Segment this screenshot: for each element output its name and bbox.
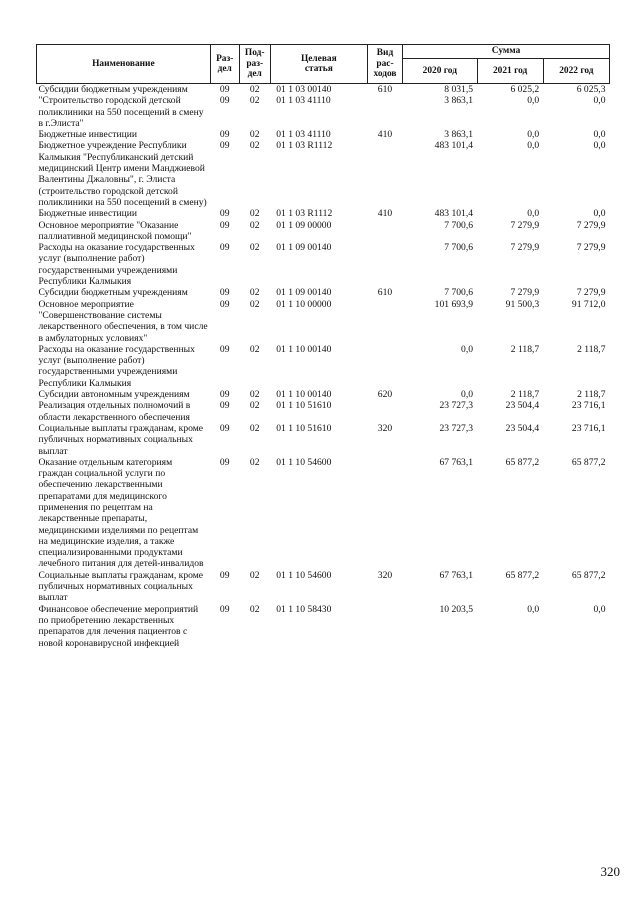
row-razdel: 09 <box>219 422 230 434</box>
row-statya: 01 1 03 R1112 <box>276 208 333 220</box>
table-row <box>37 604 610 649</box>
row-sum-2020: 3 863,1 <box>444 129 474 141</box>
row-name: Бюджетные инвестиции <box>38 129 137 141</box>
row-razdel: 09 <box>219 95 230 107</box>
table-row <box>37 95 610 129</box>
row-podrazdel: 02 <box>249 569 260 581</box>
row-podrazdel: 02 <box>249 84 260 95</box>
row-sum-2020: 23 727,3 <box>439 422 474 434</box>
row-sum-2022: 0,0 <box>593 140 606 152</box>
row-vid <box>367 400 402 423</box>
table-row <box>37 570 610 604</box>
row-sum-2022: 0,0 <box>593 208 606 220</box>
row-name: Бюджетные инвестиции <box>38 208 137 220</box>
header-statya: Целевая статья <box>270 45 367 84</box>
row-statya: 01 1 10 51610 <box>276 422 332 434</box>
row-name: Оказание отдельным категориям граждан социальной услуги по обеспечению лекарственными препаратами для медицинского применения по рецептам на лекарственные препараты, медицинскими изделиями по рецептам на медицинские изделия, а также специализированными продуктами лечебного питания для детей-инвалидов <box>38 456 204 570</box>
row-podrazdel: 02 <box>249 129 260 141</box>
row-name: Реализация отдельных полномочий в области лекарственного обеспечения <box>38 400 191 423</box>
row-vid: 620 <box>377 389 393 401</box>
row-razdel: 09 <box>219 603 230 615</box>
row-podrazdel: 02 <box>249 400 260 412</box>
row-sum-2020: 483 101,4 <box>434 140 474 152</box>
row-vid <box>367 242 402 287</box>
row-statya: 01 1 03 00140 <box>276 84 332 95</box>
table-row <box>37 208 610 219</box>
row-razdel: 09 <box>219 129 230 141</box>
row-statya: 01 1 03 41110 <box>276 129 331 141</box>
row-sum-2021: 0,0 <box>527 140 540 152</box>
row-vid: 320 <box>377 569 393 581</box>
row-vid: 610 <box>377 287 393 299</box>
row-razdel: 09 <box>219 208 230 220</box>
row-sum-2022: 65 877,2 <box>571 569 606 581</box>
row-name: Основное мероприятие "Совершенствование системы лекарственного обеспечения, в том числе в амбулаторных условиях" <box>38 298 208 344</box>
row-podrazdel: 02 <box>249 456 260 468</box>
row-sum-2022: 2 118,7 <box>577 343 606 355</box>
header-year-2022: 2022 год <box>543 59 609 84</box>
row-name: Основное мероприятие "Оказание паллиативной медицинской помощи" <box>38 219 192 242</box>
table-body <box>37 84 610 649</box>
row-razdel: 09 <box>219 140 230 152</box>
row-sum-2021: 7 279,9 <box>510 287 540 299</box>
row-vid: 610 <box>377 84 393 95</box>
row-sum-2021: 23 504,4 <box>505 422 540 434</box>
table-row <box>37 287 610 298</box>
row-statya: 01 1 09 00000 <box>276 219 332 231</box>
row-sum-2021: 0,0 <box>527 129 540 141</box>
row-podrazdel: 02 <box>249 95 260 107</box>
header-razdel: Раз- дел <box>210 45 239 84</box>
row-razdel: 09 <box>219 400 230 412</box>
row-vid: 410 <box>377 129 393 141</box>
table-row <box>37 400 610 423</box>
row-razdel: 09 <box>219 287 230 299</box>
row-podrazdel: 02 <box>249 389 260 401</box>
row-sum-2022: 0,0 <box>593 129 606 141</box>
row-razdel: 09 <box>219 219 230 231</box>
page-number: 320 <box>600 864 620 879</box>
row-name: Субсидии бюджетным учреждениям <box>38 84 188 95</box>
row-sum-2021: 91 500,3 <box>505 298 540 310</box>
row-statya: 01 1 10 00140 <box>276 389 332 401</box>
row-sum-2022: 7 279,9 <box>576 219 606 231</box>
table-row <box>37 344 610 389</box>
row-vid: 410 <box>377 208 393 220</box>
row-podrazdel: 02 <box>249 343 260 355</box>
row-sum-2022: 7 279,9 <box>576 242 606 254</box>
row-podrazdel: 02 <box>249 140 260 152</box>
row-sum-2020: 67 763,1 <box>439 569 474 581</box>
row-sum-2021: 23 504,4 <box>505 400 540 412</box>
row-statya: 01 1 10 51610 <box>276 400 332 412</box>
row-name: Социальные выплаты гражданам, кроме публичных нормативных социальных выплат <box>38 569 204 604</box>
row-razdel: 09 <box>219 298 230 310</box>
row-statya: 01 1 10 58430 <box>276 603 332 615</box>
row-podrazdel: 02 <box>249 422 260 434</box>
row-sum-2022: 0,0 <box>593 95 606 107</box>
row-statya: 01 1 03 41110 <box>276 95 331 107</box>
row-sum-2021: 0,0 <box>527 95 540 107</box>
row-name: Расходы на оказание государственных услуг (выполнение работ) государственными учреждениями Республики Калмыкия <box>38 343 195 389</box>
header-summa: Сумма <box>403 45 610 59</box>
row-statya: 01 1 10 00000 <box>276 298 332 310</box>
row-sum-2021: 0,0 <box>527 603 540 615</box>
row-sum-2020: 3 863,1 <box>444 95 474 107</box>
row-sum-2021: 2 118,7 <box>510 389 540 401</box>
row-podrazdel: 02 <box>249 287 260 299</box>
row-sum-2020: 7 700,6 <box>444 242 474 254</box>
row-vid <box>367 95 402 129</box>
row-sum-2020: 7 700,6 <box>444 287 474 299</box>
row-sum-2021: 6 025,2 <box>510 84 540 95</box>
row-sum-2022: 2 118,7 <box>577 389 606 401</box>
row-sum-2022: 23 716,1 <box>571 400 606 412</box>
row-statya: 01 1 09 00140 <box>276 242 332 254</box>
header-podrazdel: Под- раз- дел <box>239 45 270 84</box>
row-sum-2022: 23 716,1 <box>571 422 606 434</box>
table-row <box>37 242 610 287</box>
table-row <box>37 84 610 96</box>
row-name: Расходы на оказание государственных услуг (выполнение работ) государственными учреждениями Республики Калмыкия <box>38 242 195 288</box>
row-vid <box>367 604 402 649</box>
table-row <box>37 220 610 243</box>
row-vid <box>367 220 402 243</box>
row-razdel: 09 <box>219 456 230 468</box>
table-row <box>37 389 610 400</box>
row-sum-2020: 101 693,9 <box>434 298 474 310</box>
row-vid <box>367 344 402 389</box>
row-sum-2020: 483 101,4 <box>434 208 474 220</box>
row-name: Финансовое обеспечение мероприятий по приобретению лекарственных препаратов для лечения пациентов с новой коронавирусной инфекцией <box>38 603 199 649</box>
row-sum-2020: 0,0 <box>461 343 474 355</box>
row-sum-2022: 0,0 <box>593 603 606 615</box>
row-podrazdel: 02 <box>249 219 260 231</box>
row-statya: 01 1 09 00140 <box>276 287 332 299</box>
row-vid <box>367 299 402 344</box>
row-name: Субсидии автономным учреждениям <box>38 389 190 401</box>
row-name: Бюджетное учреждение Республики Калмыкия "Республиканский детский медицинский Центр имени Манджиевой Валентины Джаловны", г. Элиста (строительство городской детской поликлиники на 550 посещений в смену) <box>38 140 207 208</box>
row-sum-2020: 10 203,5 <box>439 603 474 615</box>
row-vid: 320 <box>377 422 393 434</box>
row-razdel: 09 <box>219 242 230 254</box>
row-podrazdel: 02 <box>249 208 260 220</box>
row-sum-2020: 7 700,6 <box>444 219 474 231</box>
budget-table <box>36 44 610 649</box>
row-name: Социальные выплаты гражданам, кроме публичных нормативных социальных выплат <box>38 422 204 457</box>
row-sum-2020: 23 727,3 <box>439 400 474 412</box>
row-sum-2020: 67 763,1 <box>439 456 474 468</box>
header-vid: Вид рас- ходов <box>367 45 402 84</box>
table-row <box>37 423 610 457</box>
row-sum-2021: 0,0 <box>527 208 540 220</box>
row-statya: 01 1 10 54600 <box>276 569 332 581</box>
row-sum-2022: 6 025,3 <box>576 84 606 95</box>
row-sum-2021: 2 118,7 <box>510 343 540 355</box>
table-row <box>37 299 610 344</box>
row-sum-2021: 65 877,2 <box>505 569 540 581</box>
header-year-2021: 2021 год <box>477 59 543 84</box>
row-statya: 01 1 10 54600 <box>276 456 332 468</box>
row-name: Субсидии бюджетным учреждениям <box>38 287 188 299</box>
row-sum-2021: 7 279,9 <box>510 242 540 254</box>
table-row <box>37 140 610 208</box>
table-header <box>37 45 610 84</box>
table-row <box>37 457 610 570</box>
row-podrazdel: 02 <box>249 242 260 254</box>
row-sum-2022: 7 279,9 <box>576 287 606 299</box>
row-name: "Строительство городской детской поликлиники на 550 посещений в смену в г.Элиста" <box>38 95 204 129</box>
row-razdel: 09 <box>219 569 230 581</box>
row-razdel: 09 <box>219 343 230 355</box>
row-sum-2022: 65 877,2 <box>571 456 606 468</box>
row-sum-2020: 8 031,5 <box>444 84 474 95</box>
row-podrazdel: 02 <box>249 603 260 615</box>
row-vid <box>367 457 402 570</box>
row-sum-2021: 65 877,2 <box>505 456 540 468</box>
table-row <box>37 129 610 140</box>
row-statya: 01 1 10 00140 <box>276 343 332 355</box>
row-podrazdel: 02 <box>249 298 260 310</box>
row-razdel: 09 <box>219 84 230 95</box>
row-razdel: 09 <box>219 389 230 401</box>
row-sum-2022: 91 712,0 <box>571 298 606 310</box>
row-vid <box>367 140 402 208</box>
row-sum-2020: 0,0 <box>461 389 474 401</box>
row-sum-2021: 7 279,9 <box>510 219 540 231</box>
header-name: Наименование <box>37 45 211 84</box>
row-statya: 01 1 03 R1112 <box>276 140 333 152</box>
header-year-2020: 2020 год <box>403 59 477 84</box>
